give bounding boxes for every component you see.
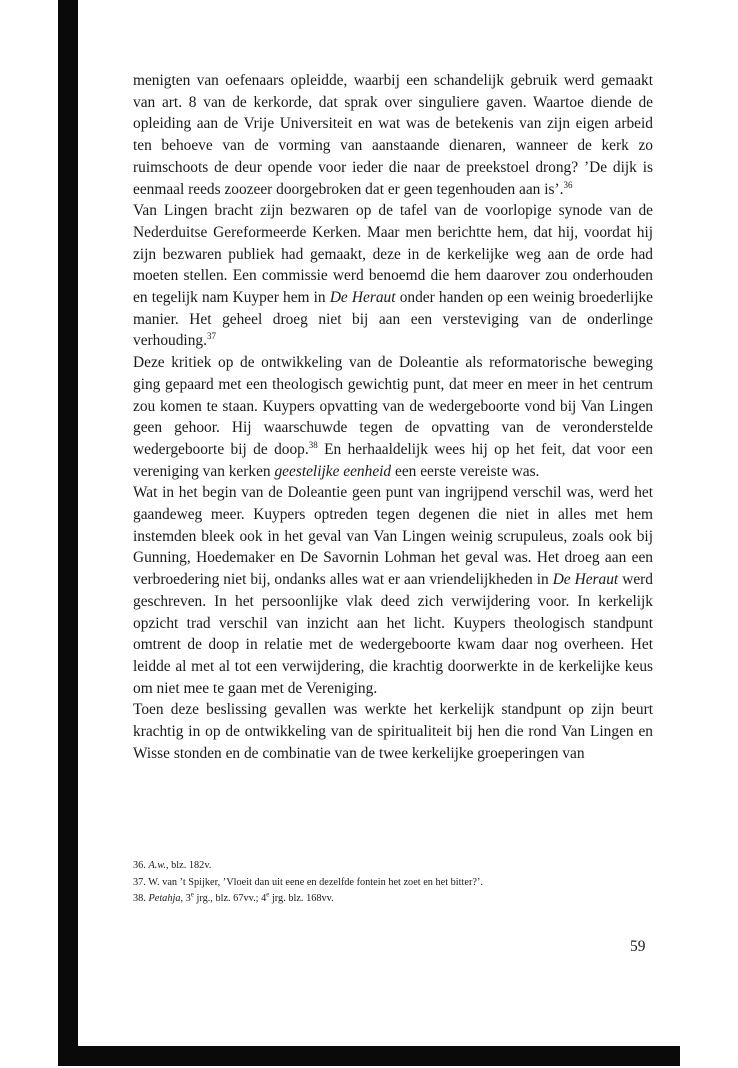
scan-bottom-edge bbox=[58, 1046, 680, 1066]
page-number: 59 bbox=[630, 938, 646, 955]
footnote-38: 38. Petahja, 3e jrg., blz. 67vv.; 4e jrg. blz. 168vv. bbox=[133, 890, 334, 904]
body-text bbox=[133, 70, 653, 765]
italic-title: De Heraut bbox=[329, 289, 396, 307]
paragraph-5: Toen deze beslissing gevallen was werkte het kerkelijk standpunt op zijn beurt krachtig in op de ontwikkeling van de spiritualiteit bij hen die rond Van Lingen en Wisse stonden en de combinatie van de twee kerkelijke groeperingen van bbox=[133, 701, 653, 762]
footnote-36: 36. A.w., blz. 182v. bbox=[133, 860, 212, 871]
paragraph-3: Deze kritiek op de ontwikkeling van de Doleantie als reformatorische beweging ging gepaard met een theologisch gewichtig punt, dat meer en meer in het centrum zou komen te staan. Kuypers opvatting van de wedergeboorte vond bij Van Lingen geen gehoor. Hij waarschuwde tegen de opvatting van de veronderstelde wedergeboorte bij de doop.$^{38}$ En herhaaldelijk wees hij op het feit, dat voor een vereniging van kerken geestelijke eenheid een eerste vereiste was. bbox=[133, 354, 653, 480]
footnote-ref-38: 38 bbox=[308, 439, 318, 450]
footnotes bbox=[133, 858, 663, 908]
paragraph-2: Van Lingen bracht zijn bezwaren op de tafel van de voorlopige synode van de Nederduitse Gereformeerde Kerken. Maar men berichtte hem, dat hij, voordat hij zijn bezwaren publiek had gemaakt, deze in de kerkelijke weg aan de orde had moeten stellen. Een commissie werd benoemd die hem daarover zou onderhouden en tegelijk nam Kuyper hem in De Heraut onder handen op een weinig broederlijke manier. Het geheel droeg niet bij aan een versteviging van de onderlinge verhouding.$^{37}$ bbox=[133, 202, 653, 350]
footnote-ref-36: 36 bbox=[563, 179, 573, 190]
footnote-37: 37. W. van ’t Spijker, ’Vloeit dan uit eene en dezelfde fontein het zoet en het bitter?’. bbox=[133, 876, 483, 888]
scan-left-edge bbox=[58, 0, 78, 1052]
italic-emphasis: geestelijke eenheid bbox=[274, 462, 392, 480]
footnote-ref-37: 37 bbox=[206, 331, 216, 342]
paragraph-4: Wat in het begin van de Doleantie geen punt van ingrijpend verschil was, werd het gaandeweg meer. Kuypers optreden tegen degenen die niet in alles met hem instemden bleek ook in het geval van Van Lingen weinig scrupuleus, zoals ook bij Gunning, Hoedemaker en De Savornin Lohman het geval was. Het droeg aan een verbroedering niet bij, ondanks alles wat er aan vriendelijkheden in De Heraut werd geschreven. In het persoonlijke vlak deed zich verwijdering voor. In kerkelijk opzicht trad verschil van inzicht aan het licht. Kuypers theologisch standpunt omtrent de doop in relatie met de wedergeboorte kwam daar nog overheen. Het leidde al met al tot een verwijdering, die krachtig doorwerkte in de kerkelijke keus om niet mee te gaan met de Vereniging. bbox=[133, 484, 653, 697]
italic-title: De Heraut bbox=[552, 571, 619, 589]
paragraph-1: menigten van oefenaars opleidde, waarbij een schandelijk gebruik werd gemaakt van art. 8 van de kerkorde, dat sprak over singuliere gaven. Waartoe diende de opleiding aan de Vrije Universiteit en wat was de betekenis van zijn eigen arbeid ten behoeve van de vorming van aanstaande dienaren, wanneer de kerk zo ruimschoots de deur opende voor ieder die naar de preekstoel drong? ’De dijk is eenmaal reeds zoozeer doorgebroken dat er geen tegenhouden aan is’.$^{36}$ bbox=[133, 72, 653, 198]
